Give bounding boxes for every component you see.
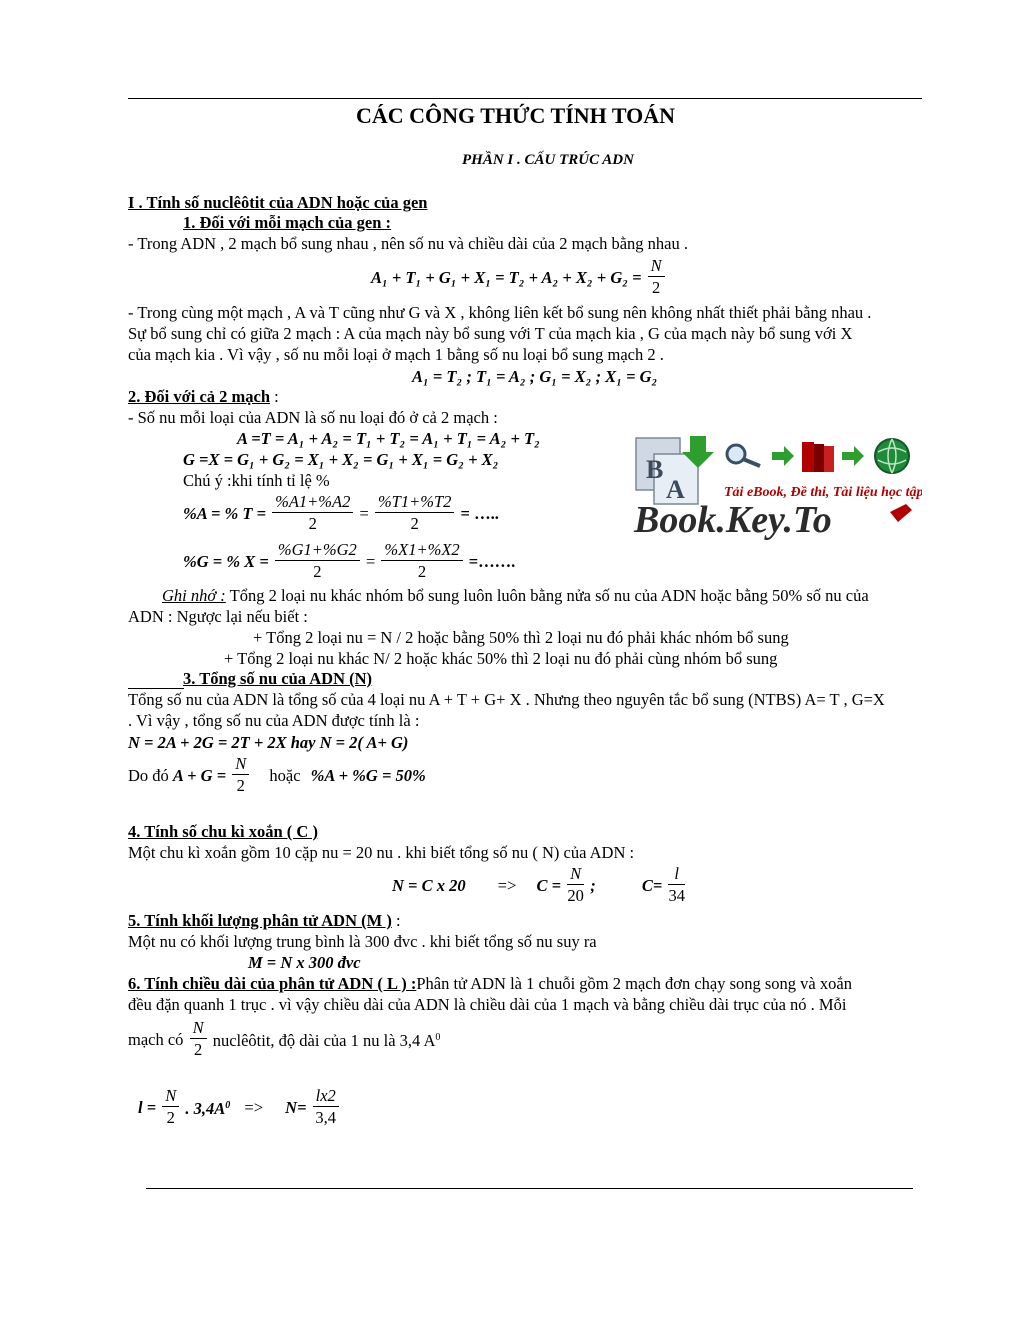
- section-6-line1-tail: Phân tử ADN là 1 chuỗi gồm 2 mạch đơn chạy song song và xoắn: [416, 974, 852, 993]
- mult-34: . 3,4A: [185, 1099, 226, 1118]
- sup-zero: 0: [435, 1032, 441, 1043]
- books-icon: [802, 442, 814, 472]
- section-1-heading: I . Tính số nuclêôtit của ADN hoặc của gen: [128, 193, 428, 212]
- logo-graphic: [632, 432, 922, 550]
- rule-2: + Tổng 2 loại nu khác N/ 2 hoặc khác 50% thì 2 loại nu đó phải cùng nhóm bổ sung: [224, 649, 778, 668]
- formula-mass: M = N x 300 đvc: [248, 953, 361, 972]
- formula-strand-sum-text: A₁ + T₁ + G₁ + X₁ = T₂ + A₂ + X₂ + G₂ =: [371, 267, 642, 287]
- fraction-l-34: $\frac{l}{34}$: [668, 864, 685, 905]
- percent-note: Chú ý :khi tính tỉ lệ %: [183, 471, 330, 490]
- section-6-line1: [128, 974, 852, 994]
- pct-a-frac-1: $\frac{\%A1+\%A2}{2}$: [272, 492, 353, 535]
- globe-icon: [875, 439, 909, 473]
- formula-length: [138, 1086, 341, 1129]
- pct-g-label: %G = % X =: [183, 551, 269, 571]
- fraction-n-over-2: $\frac{N}{2}$: [648, 256, 665, 299]
- mach-tail: nuclêôtit, độ dài của 1 nu là 3,4 A: [212, 1031, 436, 1050]
- pct-g-frac-2: $\frac{\%X1+\%X2}{2}$: [381, 540, 462, 583]
- remember-label: Ghi nhớ :: [162, 586, 226, 605]
- formula-total-n: N = 2A + 2G = 2T + 2X hay N = 2( A+ G): [128, 733, 409, 752]
- formula-at: A =T = A₁ + A₂ = T₁ + T₂ = A₁ + T₁ = A₂ + T₂: [237, 429, 540, 448]
- section-2-heading-tail: :: [270, 387, 279, 406]
- section-6-line3: [128, 1018, 440, 1061]
- section-4-line1: Một chu kì xoắn gồm 10 cặp nu = 20 nu . khi biết tổng số nu ( N) của ADN :: [128, 843, 635, 862]
- section-3-heading: 3. Tổng số nu của ADN (N): [183, 669, 373, 688]
- section-2-line1: - Số nu mỗi loại của ADN là số nu loại đó ở cả 2 mạch :: [128, 408, 498, 427]
- fraction-n-2-b: $\frac{N}{2}$: [232, 754, 249, 797]
- formula-pct-g: %G = % X = $\frac{\%G1+\%G2}{2}$ = $\frac{\%X1+\%X2}{2}$ =…….: [183, 540, 516, 581]
- pen-icon: [890, 504, 912, 522]
- section-6-line2: đều đặn quanh 1 trục . vì vậy chiều dài của ADN là chiều dài của 1 mạch và bằng chiều dài trục của nó . Mỗi: [128, 995, 847, 1014]
- arrow-1: =>: [497, 875, 517, 895]
- remember-line-a: [162, 586, 869, 606]
- do-do: Do đó: [128, 765, 169, 785]
- pct-g-frac-1: $\frac{\%G1+\%G2}{2}$: [275, 540, 360, 583]
- section-5-heading-tail: :: [391, 911, 401, 930]
- arrow-right-icon-2: [842, 446, 864, 466]
- l-eq: l =: [138, 1097, 157, 1117]
- semicolon: ;: [590, 875, 596, 895]
- section-1-para-a: - Trong cùng một mạch , A và T cũng như G và X , không liên kết bổ sung nên không nhất thiết phải bằng nhau .: [128, 303, 872, 322]
- n-eq-c20: N = C x 20: [392, 875, 466, 895]
- formula-pct-a: %A = % T = $\frac{\%A1+\%A2}{2}$ = $\frac{\%T1+\%T2}{2}$ = …..: [183, 492, 499, 533]
- formula-complement: A₁ = T₂ ; T₁ = A₂ ; G₁ = X₂ ; X₁ = G₂: [412, 367, 658, 386]
- hoac: hoặc: [269, 765, 301, 785]
- section-2-heading: 2. Đối với cả 2 mạch: [128, 387, 271, 406]
- remember-line-b: ADN : Ngược lại nếu biết :: [128, 607, 308, 626]
- pct-a-frac-2: $\frac{\%T1+\%T2}{2}$: [375, 492, 454, 535]
- section-1-line1: - Trong ADN , 2 mạch bổ sung nhau , nên số nu và chiều dài của 2 mạch bằng nhau .: [128, 234, 688, 253]
- rule-1: + Tổng 2 loại nu = N / 2 hoặc bằng 50% thì 2 loại nu đó phải khác nhóm bổ sung: [253, 628, 789, 647]
- formula-strand-sum: [371, 256, 667, 299]
- c-eq-2: C=: [641, 875, 663, 895]
- section-3-underline-lead: [128, 688, 184, 689]
- section-3-line2: . Vì vậy , tổng số nu của ADN được tính là :: [128, 711, 420, 730]
- bottom-rule: [146, 1188, 913, 1189]
- n-eq: N=: [285, 1097, 307, 1117]
- formula-cycles: [392, 864, 687, 907]
- part-heading: PHẦN I . CẤU TRÚC ADN: [462, 152, 634, 168]
- pct-g-tail: =…….: [468, 551, 516, 571]
- logo-tagline: Tải eBook, Đề thi, Tài liệu học tập...: [724, 485, 922, 500]
- section-4-heading: 4. Tính số chu kì xoắn ( C ): [128, 822, 318, 841]
- section-5-heading: 5. Tính khối lượng phân tử ADN (M ): [128, 911, 392, 930]
- formula-gx: G =X = G₁ + G₂ = X₁ + X₂ = G₁ + X₁ = G₂ + X₂: [183, 450, 499, 469]
- logo-brand: Book.Key.To: [634, 499, 832, 541]
- arrow-2: =>: [244, 1097, 264, 1117]
- logo-letter-b: B: [646, 455, 664, 484]
- sup-zero-2: 0: [225, 1100, 231, 1111]
- booklink-logo: [632, 432, 922, 550]
- formula-a-plus-g: [128, 754, 426, 797]
- top-rule: [128, 98, 922, 99]
- section-1-sub: 1. Đối với mỗi mạch của gen :: [183, 213, 392, 232]
- section-1-para-b: Sự bổ sung chỉ có giữa 2 mạch : A của mạch này bổ sung với T của mạch kia , G của mạch này bổ sung với X: [128, 324, 853, 343]
- fraction-n-20: $\frac{N}{20}$: [567, 864, 584, 905]
- remember-text: Tổng 2 loại nu khác nhóm bổ sung luôn luôn bằng nửa số nu của ADN hoặc bằng 50% số nu của: [225, 586, 869, 605]
- section-1-para-c: của mạch kia . Vì vậy , số nu mỗi loại ở mạch 1 bằng số nu loại bổ sung mạch 2 .: [128, 345, 664, 364]
- magnifier-icon: [727, 445, 745, 463]
- pct-a-label: %A = % T =: [183, 503, 266, 523]
- section-5-line1: Một nu có khối lượng trung bình là 300 đvc . khi biết tổng số nu suy ra: [128, 932, 597, 951]
- section-5-heading-line: [128, 911, 401, 931]
- fraction-lx2-34: $\frac{lx2}{3,4}$: [313, 1086, 339, 1129]
- pct-sum: %A + %G = 50%: [310, 765, 426, 785]
- fraction-n-2-c: $\frac{N}{2}$: [190, 1018, 207, 1061]
- mach-co: mạch có: [128, 1029, 184, 1049]
- page-title: CÁC CÔNG THỨC TÍNH TOÁN: [356, 103, 676, 128]
- section-6-heading: 6. Tính chiều dài của phân tử ADN ( L ) :: [128, 974, 417, 993]
- section-3-line1: Tổng số nu của ADN là tổng số của 4 loại nu A + T + G+ X . Nhưng theo nguyên tắc bổ sung (NTBS) A= T , G=X: [128, 690, 885, 709]
- c-eq: C =: [536, 875, 561, 895]
- logo-letter-a: A: [666, 475, 685, 504]
- a-plus-g: A + G =: [172, 765, 227, 785]
- fraction-n-2-d: $\frac{N}{2}$: [162, 1086, 179, 1129]
- arrow-right-icon-1: [772, 446, 794, 466]
- section-2-heading-line: [128, 387, 279, 407]
- pct-a-tail: = …..: [460, 503, 499, 523]
